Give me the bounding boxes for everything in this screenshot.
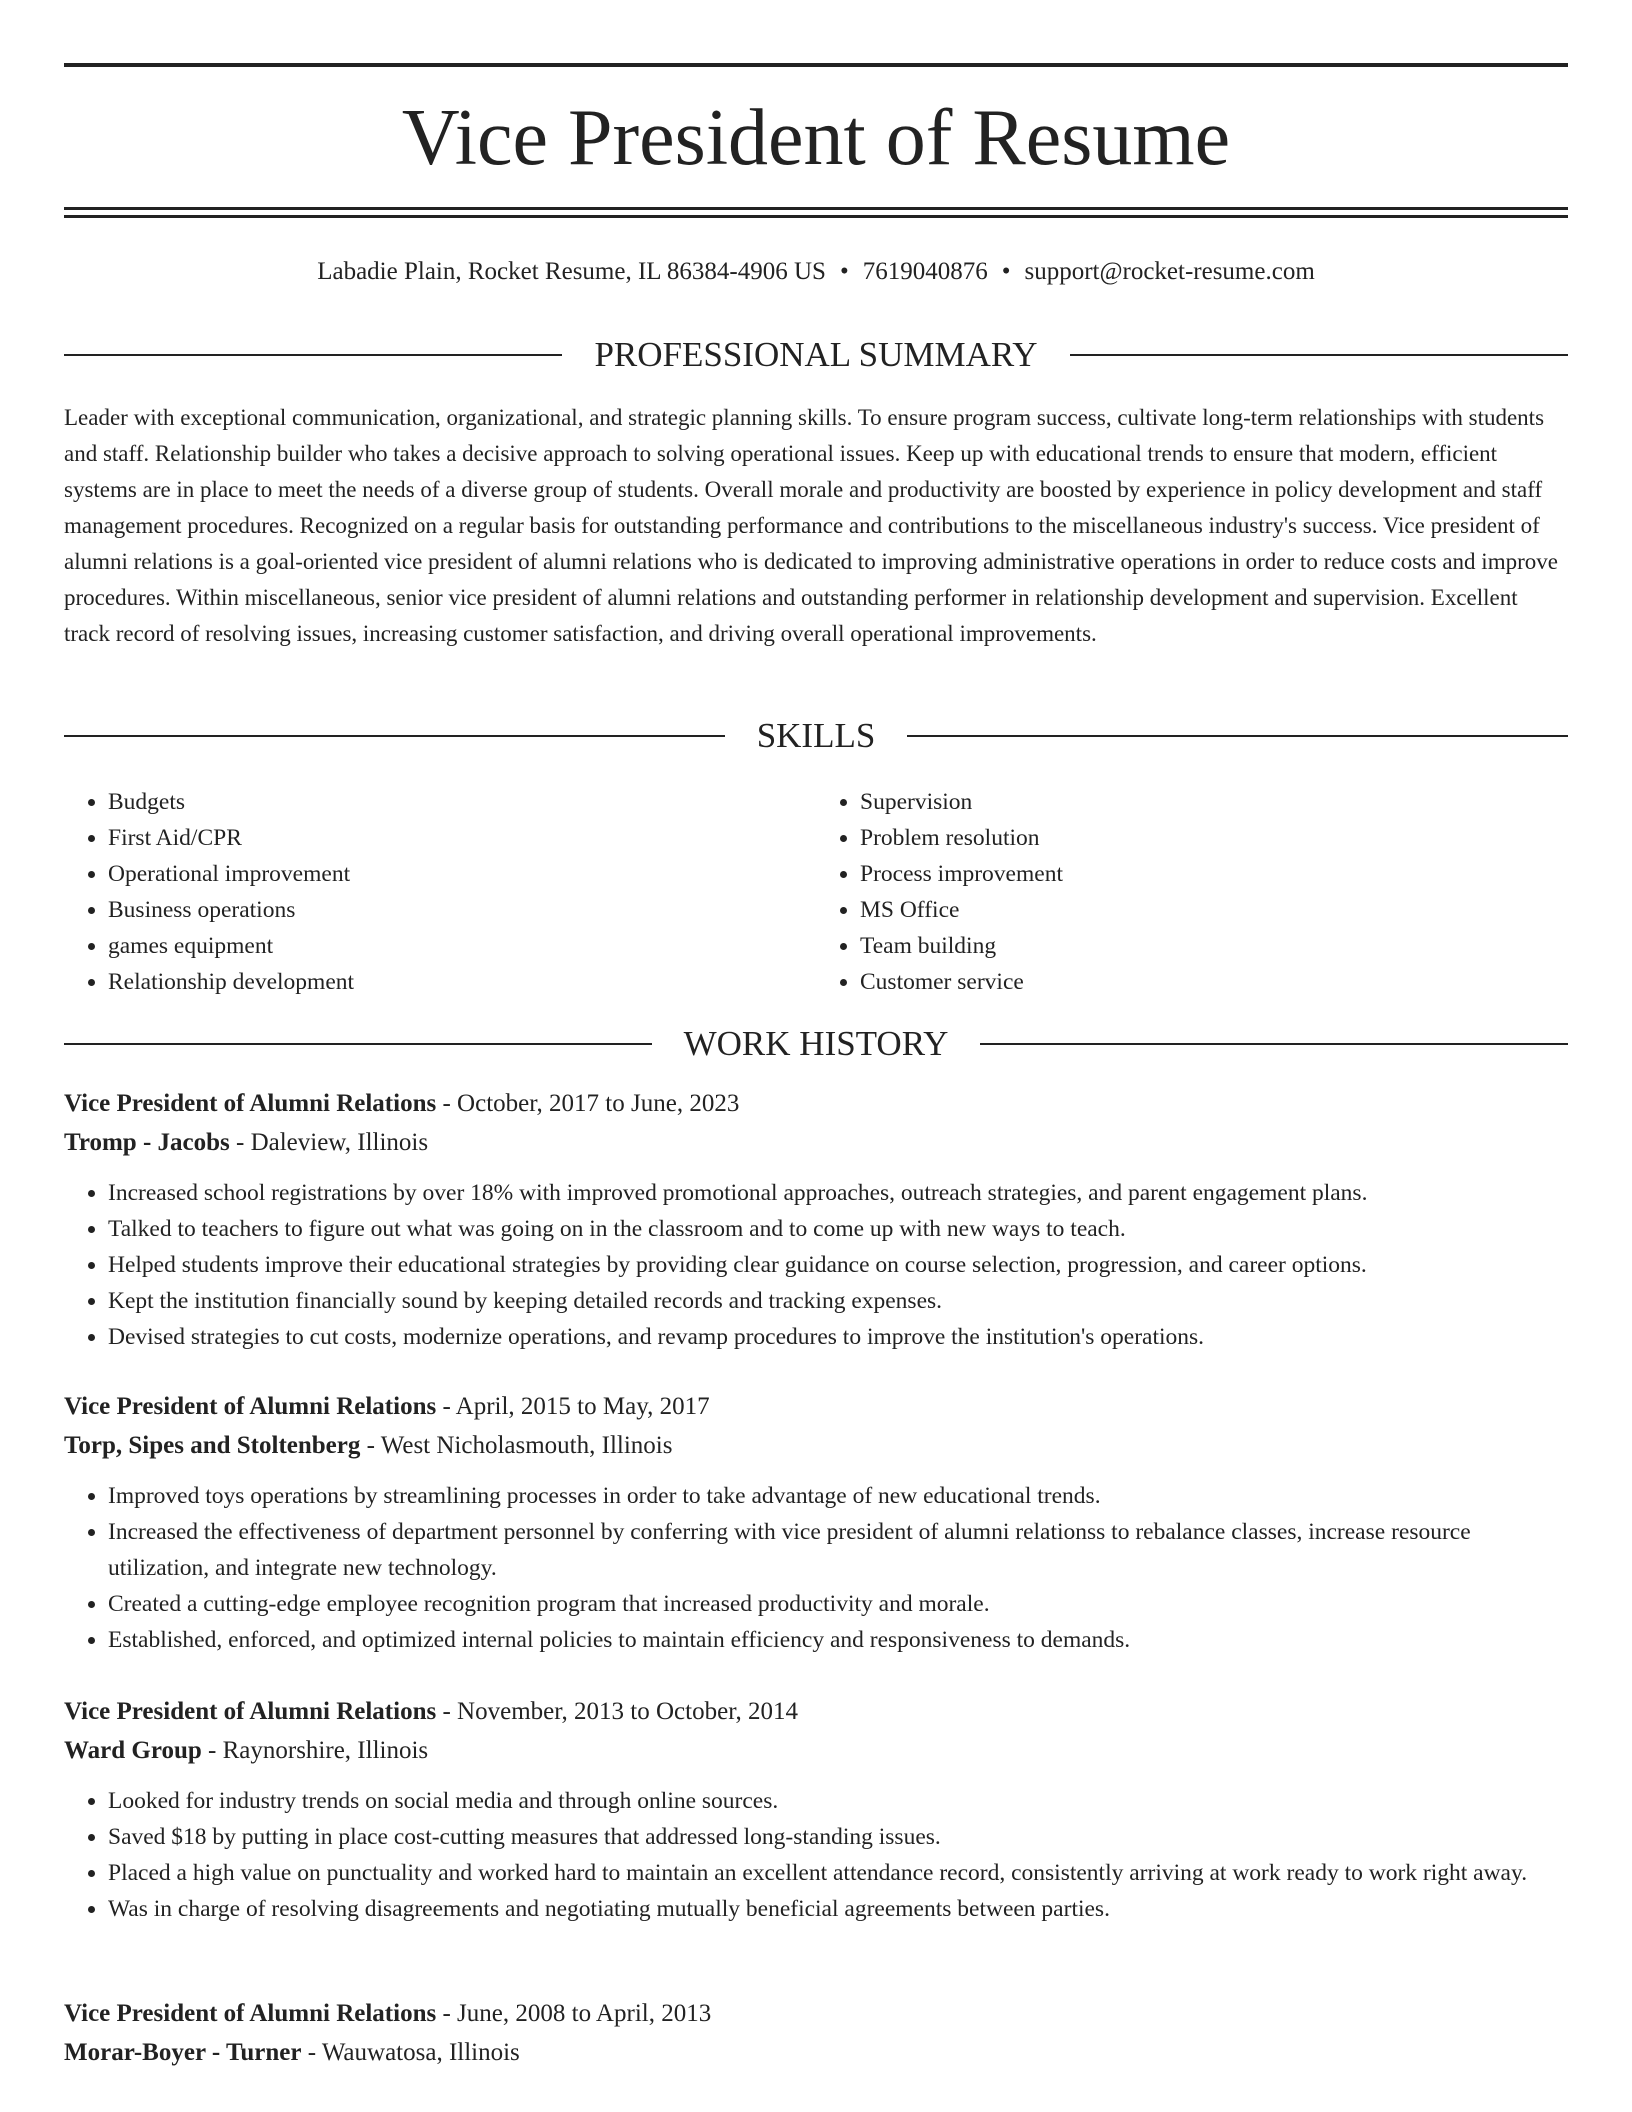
work-heading (64, 1022, 1568, 1066)
skills-column-left (64, 784, 816, 1000)
heading-rule-left (64, 1043, 652, 1045)
skill-item: • Supervision (860, 784, 1568, 820)
contact-separator: • (1001, 258, 1011, 285)
work-title: WORK HISTORY (683, 1024, 949, 1063)
skill-item: • Team building (860, 928, 1568, 964)
skill-item: • First Aid/CPR (108, 820, 816, 856)
skill-item: • Budgets (108, 784, 816, 820)
job-title: Vice President of Alumni Relations (64, 1090, 437, 1117)
skill-item: • Problem resolution (860, 820, 1568, 856)
job-company-line (64, 2034, 1568, 2072)
summary-heading (64, 333, 1568, 377)
skill-item: • Business operations (108, 892, 816, 928)
job-location: - Raynorshire, Illinois (201, 1737, 429, 1764)
job-entry (64, 1085, 1568, 1355)
contact-email[interactable]: support@rocket-resume.com (1024, 258, 1315, 285)
job-title: Vice President of Alumni Relations (64, 1393, 437, 1420)
job-company: Ward Group (64, 1737, 202, 1764)
job-bullets (64, 1175, 1568, 1355)
job-bullet: • Devised strategies to cut costs, modernize operations, and revamp procedures to improve the institution's operations. (108, 1319, 1568, 1355)
summary-text: Leader with exceptional communication, organizational, and strategic planning skills. To ensure program success, cultivate long-term relationships with students and staff. Relationship builder who takes a decisive approach to solving operational issues. Keep up with educational trends to ensure that modern, efficient systems are in place to meet the needs of a diverse group of students. Overall morale and productivity are boosted by experience in policy development and staff management procedures. Recognized on a regular basis for outstanding performance and contributions to the miscellaneous industry's success. Vice president of alumni relations is a goal-oriented vice president of alumni relations who is dedicated to improving administrative operations in order to reduce costs and improve procedures. Within miscellaneous, senior vice president of alumni relations and outstanding performer in relationship development and supervision. Excellent track record of resolving issues, increasing customer satisfaction, and driving overall operational improvements. (64, 405, 1558, 646)
job-bullets (64, 1783, 1568, 1927)
heading-rule-right (1070, 354, 1568, 356)
job-bullet: • Established, enforced, and optimized internal policies to maintain efficiency and responsiveness to demands. (108, 1622, 1568, 1658)
contact-separator: • (839, 258, 849, 285)
skill-item: • Process improvement (860, 856, 1568, 892)
job-title: Vice President of Alumni Relations (64, 2000, 437, 2027)
job-dates: - April, 2015 to May, 2017 (436, 1393, 710, 1420)
job-bullet: • Improved toys operations by streamlining processes in order to take advantage of new educational trends. (108, 1478, 1568, 1514)
contact-phone: 7619040876 (862, 258, 988, 285)
job-dates: - October, 2017 to June, 2023 (436, 1090, 740, 1117)
job-company-line (64, 1124, 1568, 1162)
skills-heading (64, 714, 1568, 758)
job-role-line (64, 1995, 1568, 2033)
skill-item: • Operational improvement (108, 856, 816, 892)
job-company: Torp, Sipes and Stoltenberg (64, 1432, 361, 1459)
skill-item: • MS Office (860, 892, 1568, 928)
job-bullet: • Increased the effectiveness of department personnel by conferring with vice president of alumni relationss to rebalance classes, increase resource utilization, and integrate new technology. (108, 1514, 1568, 1586)
job-entry (64, 1693, 1568, 1927)
job-bullet: • Placed a high value on punctuality and worked hard to maintain an excellent attendance record, consistently arriving at work ready to work right away. (108, 1855, 1568, 1891)
job-dates: - November, 2013 to October, 2014 (436, 1698, 799, 1725)
job-bullet: • Was in charge of resolving disagreements and negotiating mutually beneficial agreements between parties. (108, 1891, 1568, 1927)
resume-name: Vice President of Resume (401, 94, 1231, 182)
job-bullet: • Kept the institution financially sound by keeping detailed records and tracking expenses. (108, 1283, 1568, 1319)
job-bullet: • Increased school registrations by over 18% with improved promotional approaches, outreach strategies, and parent engagement plans. (108, 1175, 1568, 1211)
heading-rule-left (64, 735, 725, 737)
contact-address: Labadie Plain, Rocket Resume, IL 86384-4906 US (317, 258, 826, 285)
job-bullets (64, 1478, 1568, 1658)
summary-title: PROFESSIONAL SUMMARY (594, 335, 1038, 374)
job-company-line (64, 1427, 1568, 1465)
top-rule (64, 63, 1568, 67)
job-location: - Wauwatosa, Illinois (301, 2039, 520, 2066)
job-bullet: • Talked to teachers to figure out what was going on in the classroom and to come up with new ways to teach. (108, 1211, 1568, 1247)
job-entry (64, 1388, 1568, 1658)
skill-item: • Relationship development (108, 964, 816, 1000)
job-bullet: • Created a cutting-edge employee recognition program that increased productivity and morale. (108, 1586, 1568, 1622)
job-company: Tromp - Jacobs (64, 1129, 230, 1156)
job-location: - West Nicholasmouth, Illinois (360, 1432, 673, 1459)
job-bullet: • Saved $18 by putting in place cost-cutting measures that addressed long-standing issues. (108, 1819, 1568, 1855)
skills-title: SKILLS (756, 716, 876, 755)
double-rule (64, 207, 1568, 218)
job-company-line (64, 1732, 1568, 1770)
job-role-line (64, 1388, 1568, 1426)
skills-list (64, 784, 1568, 1000)
job-role-line (64, 1085, 1568, 1123)
job-role-line (64, 1693, 1568, 1731)
heading-rule-right (907, 735, 1568, 737)
heading-rule-left (64, 354, 562, 356)
job-dates: - June, 2008 to April, 2013 (436, 2000, 712, 2027)
job-company: Morar-Boyer - Turner (64, 2039, 302, 2066)
job-entry (64, 1995, 1568, 2072)
skill-item: • Customer service (860, 964, 1568, 1000)
job-title: Vice President of Alumni Relations (64, 1698, 437, 1725)
skills-column-right (816, 784, 1568, 1000)
contact-line (64, 254, 1568, 290)
job-location: - Daleview, Illinois (229, 1129, 429, 1156)
job-bullet: • Looked for industry trends on social media and through online sources. (108, 1783, 1568, 1819)
job-bullet: • Helped students improve their educational strategies by providing clear guidance on course selection, progression, and career options. (108, 1247, 1568, 1283)
skill-item: • games equipment (108, 928, 816, 964)
heading-rule-right (980, 1043, 1568, 1045)
